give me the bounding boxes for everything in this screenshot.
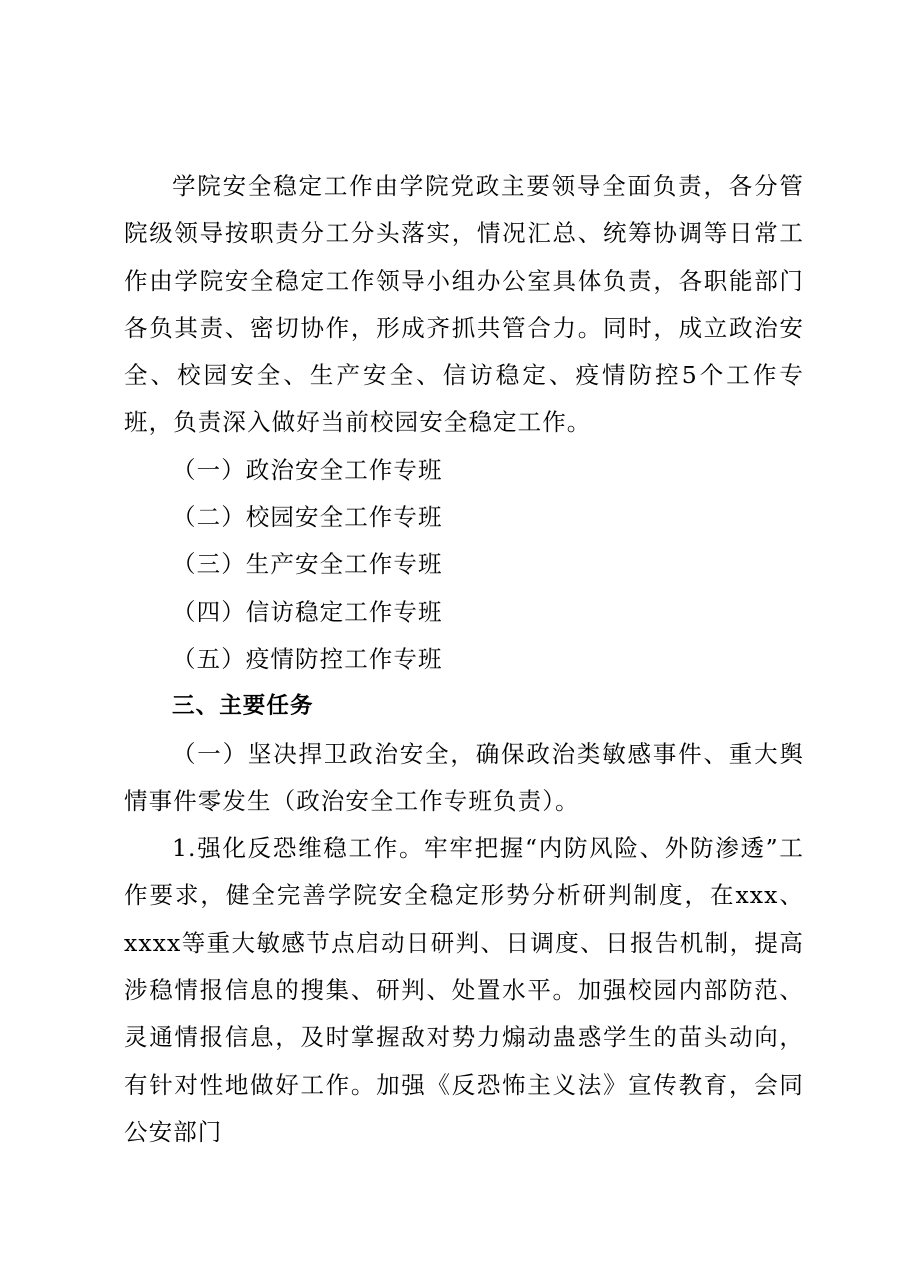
task-force-item: （一）政治安全工作专班 bbox=[172, 455, 443, 484]
task-force-item: （三）生产安全工作专班 bbox=[172, 550, 443, 579]
task-force-item: （五）疫情防控工作专班 bbox=[172, 644, 443, 673]
task-item-paragraph: 1.强化反恐维稳工作。牢牢把握“内防风险、外防渗透”工作要求，健全完善学院安全稳定形势分析研判制度，在xxx、xxxx等重大敏感节点启动日研判、日调度、日报告机制，提高涉稳情报信息的搜集、研判、处置水平。加强校园内部防范、灵通情报信息，及时掌握敌对势力煽动蛊惑学生的苗头动向，有针对性地做好工作。加强《反恐怖主义法》宣传教育，会同公安部门 bbox=[124, 834, 804, 1146]
section-heading: 三、主要任务 bbox=[172, 693, 314, 720]
document-body bbox=[124, 163, 804, 1156]
task-force-item: （二）校园安全工作专班 bbox=[172, 503, 443, 532]
intro-paragraph: 学院安全稳定工作由学院党政主要领导全面负责，各分管院级领导按职责分工分头落实，情况汇总、统筹协调等日常工作由学院安全稳定工作领导小组办公室具体负责，各职能部门各负其责、密切协作，形成齐抓共管合力。同时，成立政治安全、校园安全、生产安全、信访稳定、疫情防控5个工作专班，负责深入做好当前校园安全稳定工作。 bbox=[124, 172, 804, 437]
subsection-paragraph: （一）坚决捍卫政治安全，确保政治类敏感事件、重大舆情事件零发生（政治安全工作专班负责）。 bbox=[124, 739, 804, 815]
task-force-item: （四）信访稳定工作专班 bbox=[172, 597, 443, 626]
